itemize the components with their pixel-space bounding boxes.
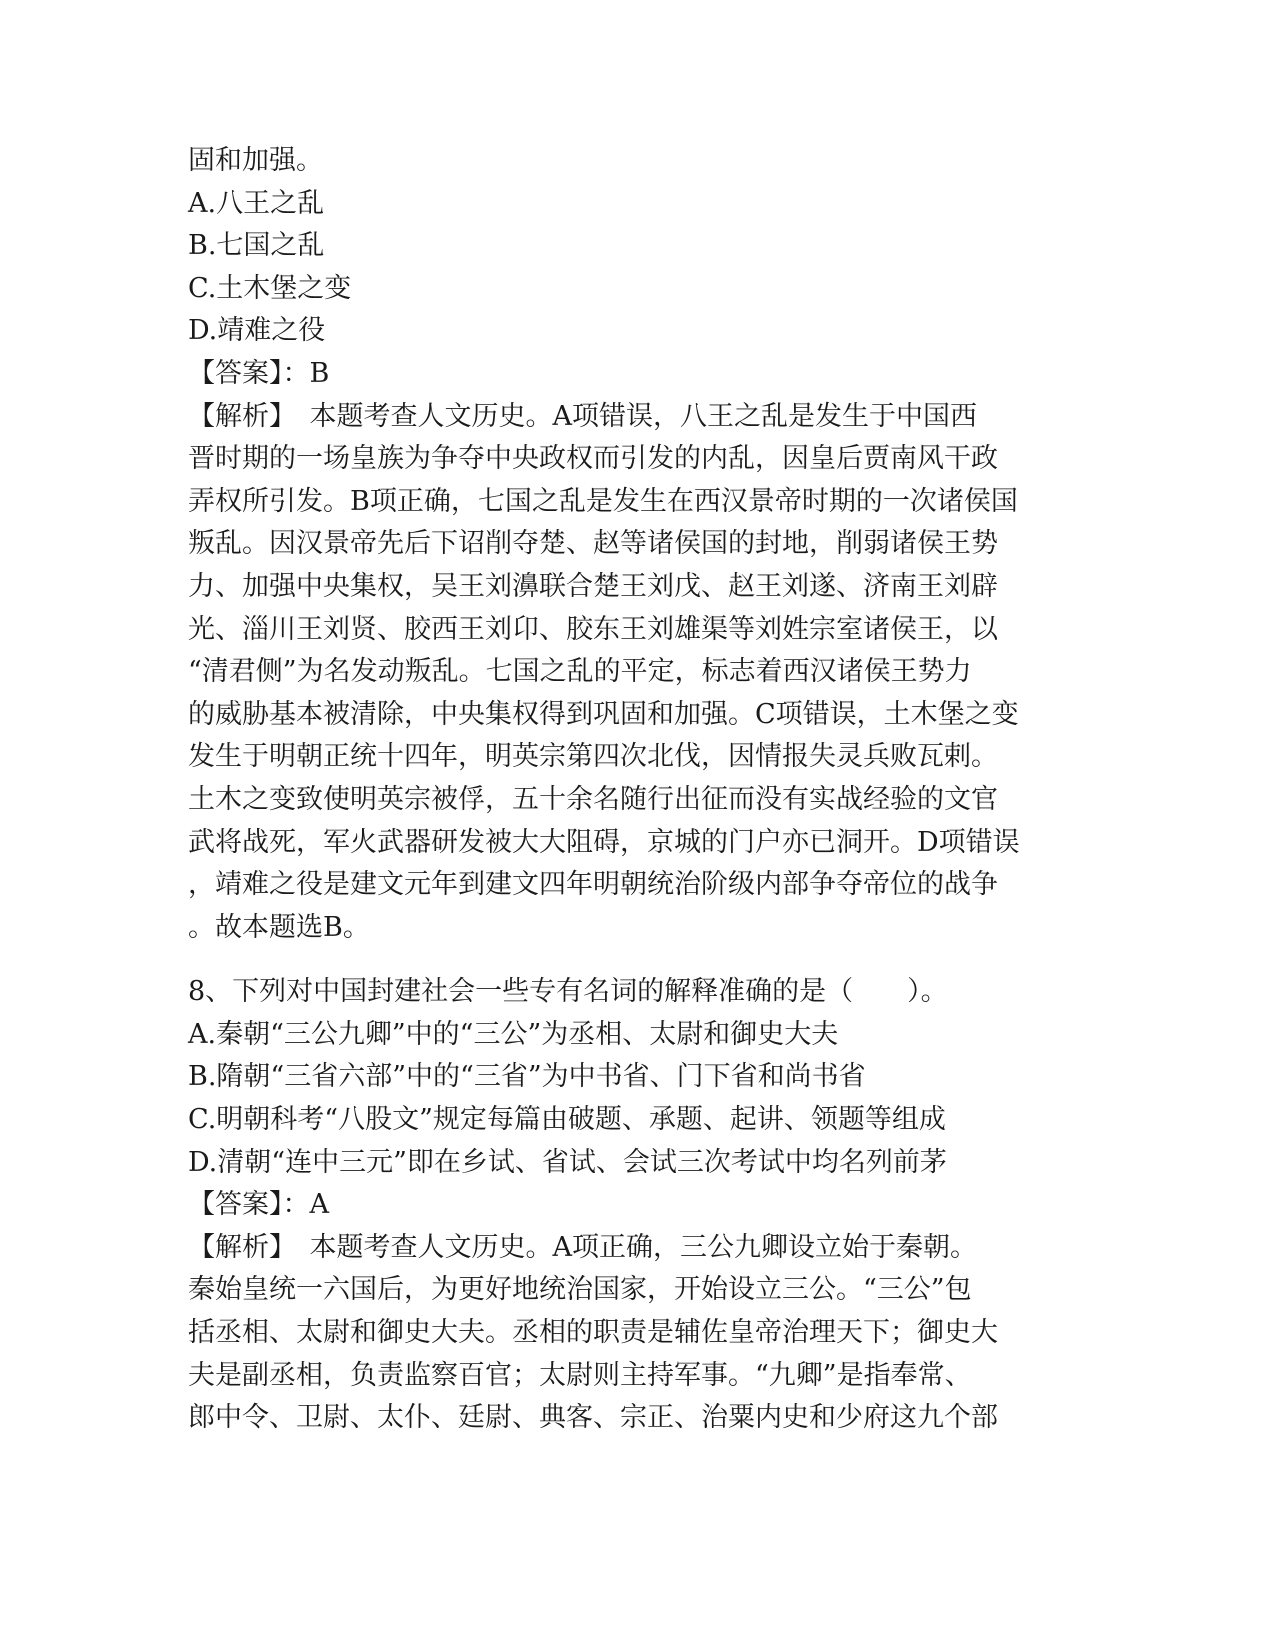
q8-analysis [188, 1227, 1088, 1440]
q8-question: 8、下列对中国封建社会一些专有名词的解释准确的是（ ）。 [188, 976, 948, 1008]
q7-analysis-line: ，靖难之役是建文元年到建文四年明朝统治阶级内部争夺帝位的战争 [188, 869, 998, 901]
q8-option-a: A.秦朝“三公九卿”中的“三公”为丞相、太尉和御史大夫 [188, 1018, 839, 1050]
q7-analysis-line: 力、加强中央集权，吴王刘濞联合楚王刘戊、赵王刘遂、济南王刘辟 [188, 570, 998, 602]
q7-option-c: C.土木堡之变 [188, 272, 352, 304]
section-spacer [188, 949, 1088, 971]
q7-option-b: B.七国之乱 [188, 230, 325, 262]
q8-analysis-line: 括丞相、太尉和御史大夫。丞相的职责是辅佐皇帝治理天下；御史大 [188, 1317, 998, 1349]
q7-analysis-line: 的威胁基本被清除，中央集权得到巩固和加强。C项错误，土木堡之变 [188, 698, 1019, 730]
q7-analysis-line: 弄权所引发。B项正确，七国之乱是发生在西汉景帝时期的一次诸侯国 [188, 485, 1018, 517]
q8-option-b: B.隋朝“三省六部”中的“三省”为中书省、门下省和尚书省 [188, 1061, 866, 1093]
q7-tail-text: 固和加强。 [188, 145, 323, 176]
q7-analysis-line: “清君侧”为名发动叛乱。七国之乱的平定，标志着西汉诸侯王势力 [188, 656, 972, 688]
q8-analysis-line: 秦始皇统一六国后，为更好地统治国家，开始设立三公。“三公”包 [188, 1274, 972, 1306]
q7-analysis [188, 396, 1088, 950]
q7-option-d: D.靖难之役 [188, 315, 326, 347]
q8-analysis-line: 夫是副丞相，负责监察百官；太尉则主持军事。“九卿”是指奉常、 [188, 1359, 972, 1391]
q7-analysis-line: 叛乱。因汉景帝先后下诏削夺楚、赵等诸侯国的封地，削弱诸侯王势 [188, 528, 998, 560]
q7-answer: 【答案】：B [188, 357, 330, 389]
q7-option-a: A.八王之乱 [188, 187, 325, 219]
q7-analysis-line: 晋时期的一场皇族为争夺中央政权而引发的内乱，因皇后贾南风干政 [188, 443, 998, 475]
q8-analysis-line: 【解析】 本题考查人文历史。A项正确，三公九卿设立始于秦朝。 [188, 1231, 977, 1263]
q8-option-c: C.明朝科考“八股文”规定每篇由破题、承题、起讲、领题等组成 [188, 1104, 946, 1136]
q8-answer: 【答案】：A [188, 1189, 329, 1221]
q7-analysis-line: 【解析】 本题考查人文历史。A项错误，八王之乱是发生于中国西 [188, 400, 977, 432]
document-page [188, 140, 1088, 1440]
q7-analysis-line: 。故本题选B。 [188, 911, 370, 943]
q8-option-d: D.清朝“连中三元”即在乡试、省试、会试三次考试中均名列前茅 [188, 1146, 947, 1178]
q7-analysis-line: 土木之变致使明英宗被俘，五十余名随行出征而没有实战经验的文官 [188, 783, 998, 815]
q8-analysis-line: 郎中令、卫尉、太仆、廷尉、典客、宗正、治粟内史和少府这九个部 [188, 1402, 998, 1434]
q7-analysis-line: 发生于明朝正统十四年，明英宗第四次北伐，因情报失灵兵败瓦剌。 [188, 741, 998, 773]
q7-analysis-line: 武将战死，军火武器研发被大大阻碍，京城的门户亦已洞开。D项错误 [188, 826, 1020, 858]
q7-analysis-line: 光、淄川王刘贤、胶西王刘卬、胶东王刘雄渠等刘姓宗室诸侯王，以 [188, 613, 998, 645]
